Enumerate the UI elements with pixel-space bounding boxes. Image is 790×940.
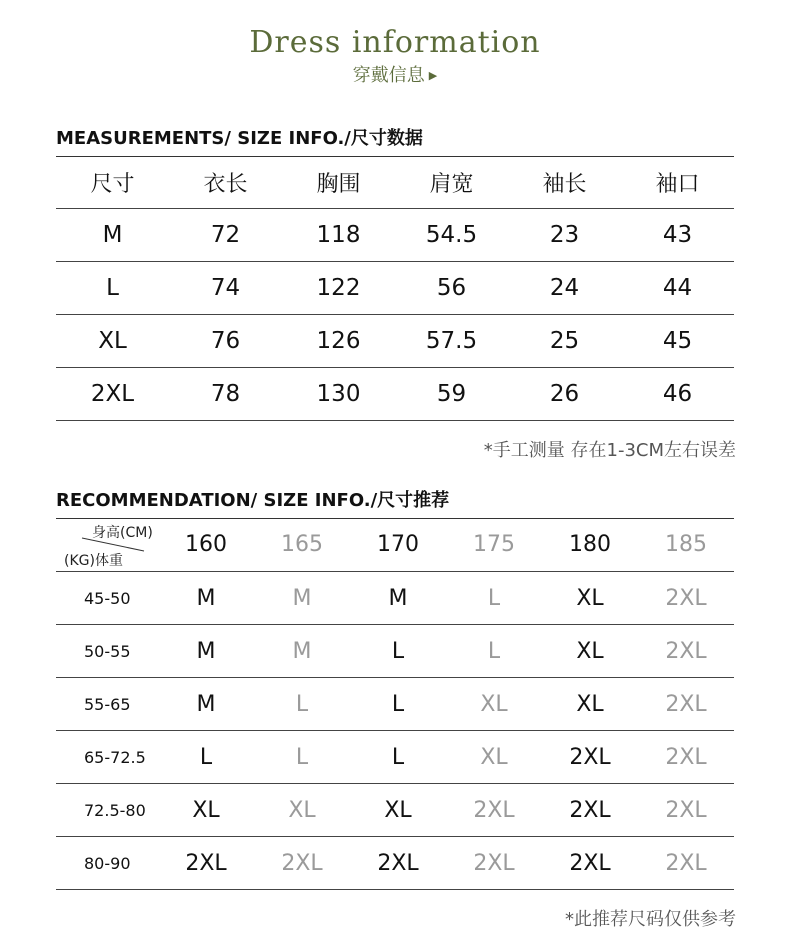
measurements-cell: 59	[436, 381, 467, 407]
measurements-cell: 56	[436, 275, 467, 301]
size-cell: 2XL	[569, 797, 611, 823]
size-cell: L	[199, 744, 213, 770]
size-cell: 2XL	[665, 797, 707, 823]
size-cell: 2XL	[569, 744, 611, 770]
size-cell: L	[391, 744, 405, 770]
weight-axis-label: (KG)体重	[64, 553, 123, 569]
measurements-cell: 54.5	[425, 222, 478, 248]
recommendation-title: RECOMMENDATION/ SIZE INFO./尺寸推荐	[56, 490, 450, 511]
measurements-header-cell: 肩宽	[429, 171, 474, 197]
height-header-cell: 165	[281, 532, 323, 557]
size-cell: XL	[480, 744, 508, 770]
size-cell: 2XL	[665, 585, 707, 611]
measurements-cell: M	[102, 222, 123, 248]
measurements-cell: 57.5	[425, 328, 478, 354]
size-cell: 2XL	[665, 850, 707, 876]
measurements-cell: 130	[316, 381, 361, 407]
measurements-cell: L	[106, 275, 119, 301]
size-cell: XL	[576, 691, 604, 717]
title-chinese	[0, 64, 790, 88]
size-cell: M	[196, 585, 216, 611]
size-cell: M	[292, 585, 312, 611]
measurements-title: MEASUREMENTS/ SIZE INFO./尺寸数据	[56, 128, 423, 149]
measurements-cell: 44	[662, 275, 693, 301]
measurements-header-cell: 衣长	[203, 171, 248, 197]
measurements-cell: 72	[210, 222, 241, 248]
recommendation-table	[56, 518, 734, 890]
corner-header-cell	[56, 518, 158, 571]
measurements-cell: 25	[549, 328, 580, 354]
size-cell: M	[196, 638, 216, 664]
page-header	[0, 24, 790, 88]
weight-range-cell: 65-72.5	[84, 747, 146, 767]
size-cell: 2XL	[665, 638, 707, 664]
size-cell: M	[292, 638, 312, 664]
measurements-header-cell: 袖长	[542, 171, 587, 197]
measurements-header-cell: 袖口	[655, 171, 700, 197]
height-header-cell: 175	[473, 532, 515, 557]
weight-range-cell: 55-65	[84, 694, 131, 714]
size-cell: L	[391, 691, 405, 717]
size-cell: 2XL	[185, 850, 227, 876]
size-cell: XL	[576, 585, 604, 611]
size-cell: L	[391, 638, 405, 664]
measurements-cell: 23	[549, 222, 580, 248]
triangle-right-icon: ▶	[428, 69, 438, 82]
weight-range-cell: 50-55	[84, 641, 131, 661]
size-cell: M	[388, 585, 408, 611]
measurements-cell: 24	[549, 275, 580, 301]
weight-range-cell: 80-90	[84, 853, 131, 873]
weight-range-cell: 45-50	[84, 588, 131, 608]
size-cell: XL	[192, 797, 220, 823]
measurements-cell: 2XL	[90, 381, 135, 407]
height-header-cell: 160	[185, 532, 227, 557]
size-cell: 2XL	[473, 797, 515, 823]
title-chinese-text: 穿戴信息	[352, 65, 425, 86]
size-cell: 2XL	[665, 744, 707, 770]
size-cell: XL	[288, 797, 316, 823]
measurements-cell: 74	[210, 275, 241, 301]
measurements-note: *手工测量 存在1-3CM左右误差	[483, 440, 736, 461]
size-cell: 2XL	[473, 850, 515, 876]
measurements-cell: 26	[549, 381, 580, 407]
height-header-cell: 185	[665, 532, 707, 557]
measurements-table	[56, 156, 734, 421]
measurements-cell: 46	[662, 381, 693, 407]
measurements-cell: 126	[316, 328, 361, 354]
size-cell: L	[295, 744, 309, 770]
measurements-cell: XL	[98, 328, 127, 354]
measurements-cell: 76	[210, 328, 241, 354]
height-header-cell: 180	[569, 532, 611, 557]
measurements-header-cell: 尺寸	[90, 171, 135, 197]
size-cell: 2XL	[281, 850, 323, 876]
recommendation-note: *此推荐尺码仅供参考	[565, 909, 736, 930]
size-cell: 2XL	[665, 691, 707, 717]
weight-range-cell: 72.5-80	[84, 800, 146, 820]
row-divider	[56, 420, 734, 421]
measurements-cell: 122	[316, 275, 361, 301]
size-cell: XL	[576, 638, 604, 664]
size-cell: M	[196, 691, 216, 717]
size-cell: L	[295, 691, 309, 717]
size-cell: 2XL	[377, 850, 419, 876]
measurements-cell: 43	[662, 222, 693, 248]
measurements-cell: 78	[210, 381, 241, 407]
height-axis-label: 身高(CM)	[92, 525, 153, 541]
row-divider	[56, 889, 734, 890]
measurements-cell: 45	[662, 328, 693, 354]
measurements-header-cell: 胸围	[316, 171, 361, 197]
size-cell: 2XL	[569, 850, 611, 876]
measurements-cell: 118	[316, 222, 361, 248]
title-english: Dress information	[249, 25, 541, 60]
size-cell: XL	[480, 691, 508, 717]
size-cell: L	[487, 585, 501, 611]
size-cell: L	[487, 638, 501, 664]
height-header-cell: 170	[377, 532, 419, 557]
size-cell: XL	[384, 797, 412, 823]
